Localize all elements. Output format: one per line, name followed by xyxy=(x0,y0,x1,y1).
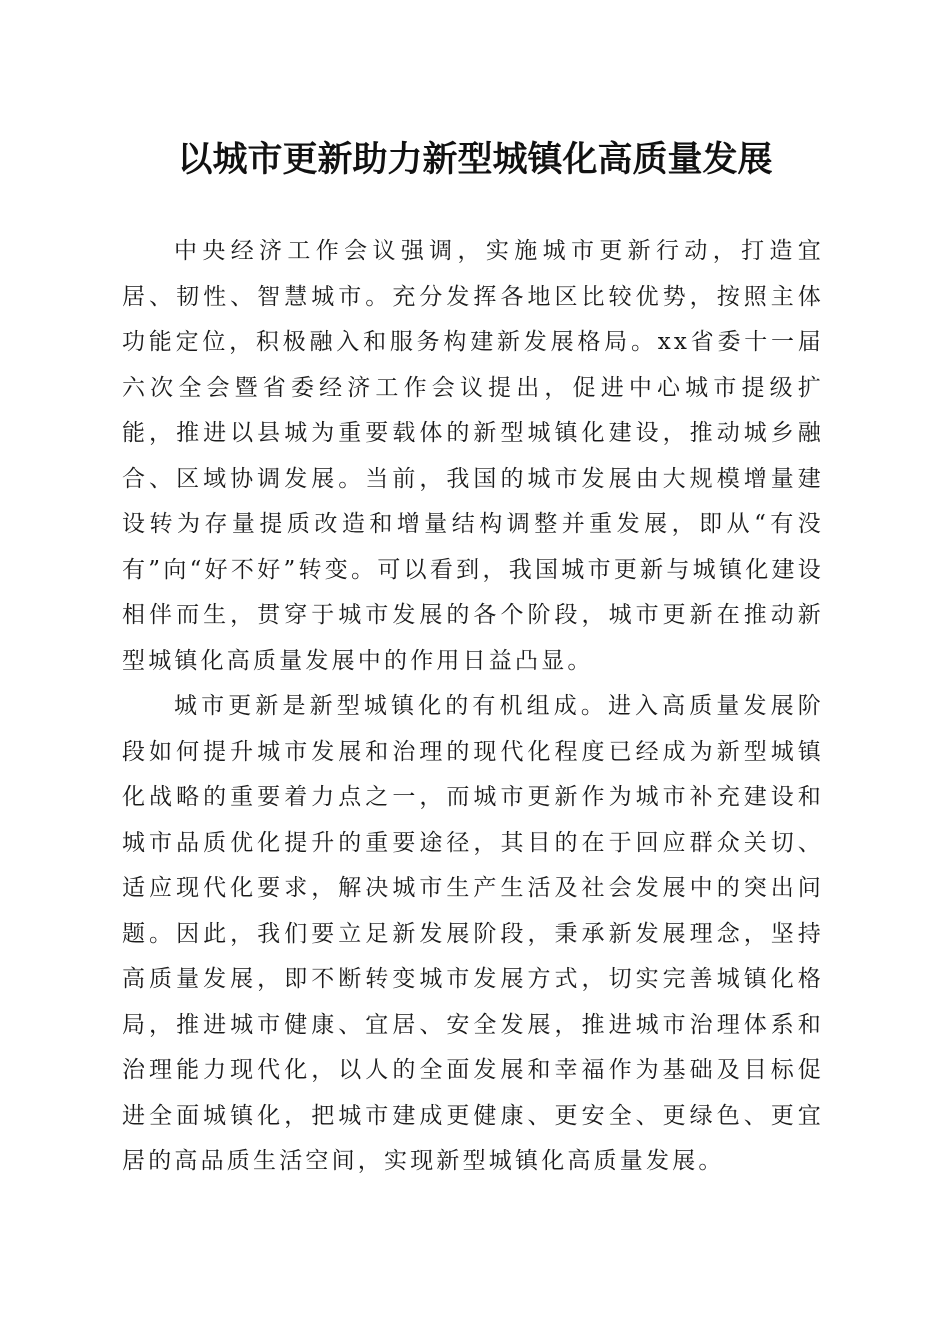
paragraph: 中央经济工作会议强调，实施城市更新行动，打造宜居、韧性、智慧城市。充分发挥各地区比较优势，按照主体功能定位，积极融入和服务构建新发展格局。xx省委十一届六次全会暨省委经济工作会议提出，促进中心城市提级扩能，推进以县城为重要载体的新型城镇化建设，推动城乡融合、区域协调发展。当前，我国的城市发展由大规模增量建设转为存量提质改造和增量结构调整并重发展，即从“有没有”向“好不好”转变。可以看到，我国城市更新与城镇化建设相伴而生，贯穿于城市发展的各个阶段，城市更新在推动新型城镇化高质量发展中的作用日益凸显。 xyxy=(122,238,824,674)
document-body xyxy=(122,229,824,1185)
document-title: 以城市更新助力新型城镇化高质量发展 xyxy=(177,139,773,180)
paragraph: 城市更新是新型城镇化的有机组成。进入高质量发展阶段如何提升城市发展和治理的现代化程度已经成为新型城镇化战略的重要着力点之一，而城市更新作为城市补充建设和城市品质优化提升的重要途径，其目的在于回应群众关切、适应现代化要求，解决城市生产生活及社会发展中的突出问题。因此，我们要立足新发展阶段，秉承新发展理念，坚持高质量发展，即不断转变城市发展方式，切实完善城镇化格局，推进城市健康、宜居、安全发展，推进城市治理体系和治理能力现代化，以人的全面发展和幸福作为基础及目标促进全面城镇化，把城市建成更健康、更安全、更绿色、更宜居的高品质生活空间，实现新型城镇化高质量发展。 xyxy=(122,693,824,1174)
